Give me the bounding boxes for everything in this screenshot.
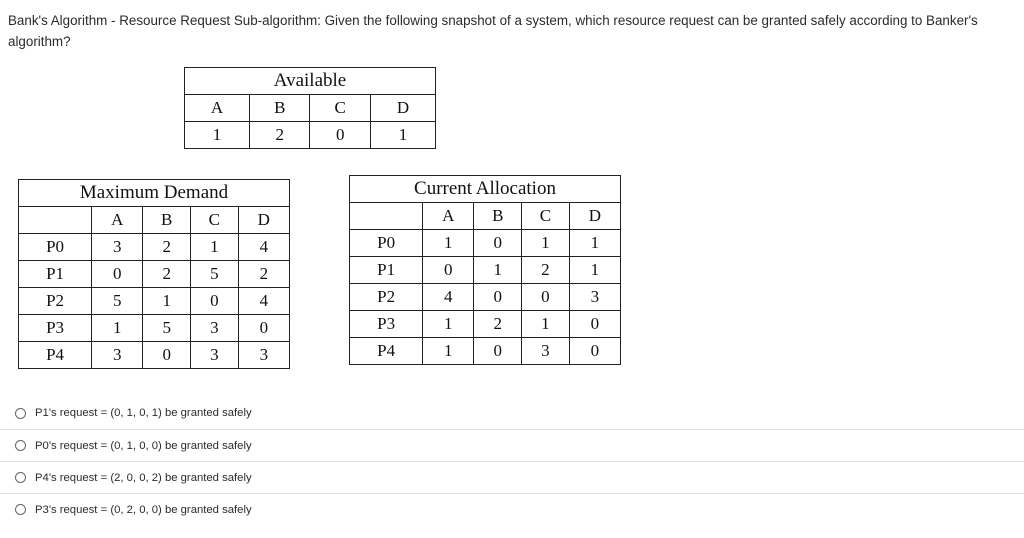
process-label: P2 bbox=[19, 288, 92, 315]
table-row bbox=[350, 284, 621, 311]
process-label: P1 bbox=[350, 257, 423, 284]
answer-option-4[interactable] bbox=[0, 493, 1024, 525]
process-label: P3 bbox=[350, 311, 423, 338]
cell: 5 bbox=[143, 315, 191, 342]
table-row bbox=[19, 342, 290, 369]
cell: 1 bbox=[522, 230, 570, 257]
radio-button-icon[interactable] bbox=[15, 504, 26, 515]
table-row bbox=[19, 261, 290, 288]
radio-button-icon[interactable] bbox=[15, 408, 26, 419]
answer-option-2[interactable] bbox=[0, 429, 1024, 461]
available-header: C bbox=[310, 95, 370, 122]
option-label: P3's request = (0, 2, 0, 0) be granted safely bbox=[35, 503, 252, 516]
cell: 2 bbox=[238, 261, 289, 288]
cell: 1 bbox=[423, 338, 474, 365]
cell: 1 bbox=[423, 311, 474, 338]
answer-option-1[interactable] bbox=[0, 397, 1024, 429]
available-header: A bbox=[185, 95, 250, 122]
cell: 0 bbox=[92, 261, 143, 288]
column-header: C bbox=[191, 207, 239, 234]
cell: 4 bbox=[423, 284, 474, 311]
option-label: P0's request = (0, 1, 0, 0) be granted safely bbox=[35, 439, 252, 452]
column-header: B bbox=[474, 203, 522, 230]
radio-button-icon[interactable] bbox=[15, 440, 26, 451]
question-text: Bank's Algorithm - Resource Request Sub-algorithm: Given the following snapshot of a system, which resource request can be granted safely according to Banker's algorithm? bbox=[8, 13, 978, 49]
cell: 1 bbox=[423, 230, 474, 257]
process-label: P4 bbox=[350, 338, 423, 365]
table-corner bbox=[19, 207, 92, 234]
cell: 0 bbox=[423, 257, 474, 284]
cell: 1 bbox=[143, 288, 191, 315]
cell: 1 bbox=[474, 257, 522, 284]
available-table bbox=[184, 67, 436, 149]
cell: 1 bbox=[191, 234, 239, 261]
process-label: P3 bbox=[19, 315, 92, 342]
table-row bbox=[19, 288, 290, 315]
cell: 3 bbox=[238, 342, 289, 369]
table-row bbox=[19, 234, 290, 261]
cell: 0 bbox=[191, 288, 239, 315]
process-label: P1 bbox=[19, 261, 92, 288]
column-header: B bbox=[143, 207, 191, 234]
cell: 0 bbox=[474, 284, 522, 311]
table-row bbox=[350, 230, 621, 257]
cell: 3 bbox=[191, 342, 239, 369]
cell: 0 bbox=[474, 230, 522, 257]
cell: 1 bbox=[522, 311, 570, 338]
cell: 0 bbox=[143, 342, 191, 369]
cell: 5 bbox=[191, 261, 239, 288]
answer-options bbox=[0, 397, 1024, 525]
table-row bbox=[19, 315, 290, 342]
cell: 1 bbox=[92, 315, 143, 342]
table-corner bbox=[350, 203, 423, 230]
column-header: C bbox=[522, 203, 570, 230]
cell: 3 bbox=[569, 284, 620, 311]
option-label: P4's request = (2, 0, 0, 2) be granted safely bbox=[35, 471, 252, 484]
cell: 1 bbox=[569, 257, 620, 284]
cell: 2 bbox=[474, 311, 522, 338]
cell: 3 bbox=[92, 234, 143, 261]
answer-option-3[interactable] bbox=[0, 461, 1024, 493]
cell: 3 bbox=[191, 315, 239, 342]
cell: 0 bbox=[569, 311, 620, 338]
available-value: 1 bbox=[185, 122, 250, 149]
process-label: P2 bbox=[350, 284, 423, 311]
column-header: A bbox=[92, 207, 143, 234]
available-value: 0 bbox=[310, 122, 370, 149]
current-allocation-title: Current Allocation bbox=[350, 176, 621, 203]
cell: 3 bbox=[92, 342, 143, 369]
table-row bbox=[350, 311, 621, 338]
option-label: P1's request = (0, 1, 0, 1) be granted safely bbox=[35, 407, 252, 419]
current-allocation-table bbox=[349, 175, 621, 365]
process-label: P4 bbox=[19, 342, 92, 369]
available-value: 2 bbox=[250, 122, 310, 149]
cell: 1 bbox=[569, 230, 620, 257]
column-header: D bbox=[569, 203, 620, 230]
cell: 2 bbox=[143, 234, 191, 261]
cell: 2 bbox=[143, 261, 191, 288]
cell: 2 bbox=[522, 257, 570, 284]
cell: 3 bbox=[522, 338, 570, 365]
cell: 4 bbox=[238, 234, 289, 261]
cell: 4 bbox=[238, 288, 289, 315]
process-label: P0 bbox=[350, 230, 423, 257]
cell: 0 bbox=[522, 284, 570, 311]
available-value: 1 bbox=[370, 122, 435, 149]
table-row bbox=[350, 338, 621, 365]
cell: 0 bbox=[474, 338, 522, 365]
cell: 0 bbox=[238, 315, 289, 342]
process-label: P0 bbox=[19, 234, 92, 261]
max-demand-table bbox=[18, 179, 290, 369]
max-demand-title: Maximum Demand bbox=[19, 180, 290, 207]
available-title: Available bbox=[185, 68, 436, 95]
table-row bbox=[350, 257, 621, 284]
cell: 0 bbox=[569, 338, 620, 365]
available-header: B bbox=[250, 95, 310, 122]
radio-button-icon[interactable] bbox=[15, 472, 26, 483]
column-header: A bbox=[423, 203, 474, 230]
column-header: D bbox=[238, 207, 289, 234]
available-header: D bbox=[370, 95, 435, 122]
cell: 5 bbox=[92, 288, 143, 315]
